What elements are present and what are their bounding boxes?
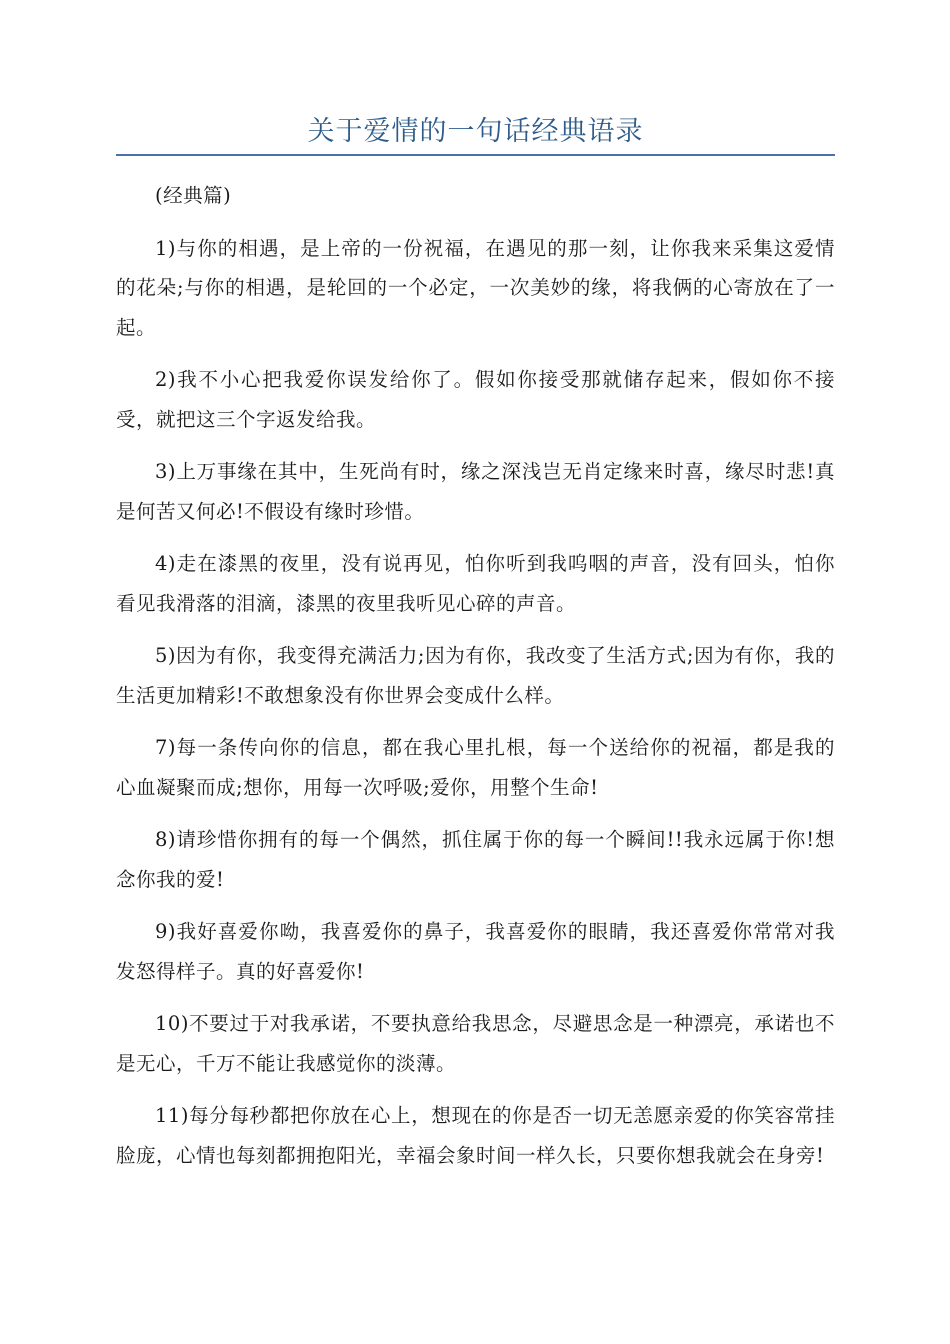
document-title: 关于爱情的一句话经典语录 — [307, 116, 644, 147]
section-subheading: (经典篇) — [155, 184, 232, 207]
paragraph: 2)我不小心把我爱你误发给你了。假如你接受那就储存起来，假如你不接受，就把这三个字返发给我。 — [116, 368, 835, 431]
paragraph: 1)与你的相遇，是上帝的一份祝福，在遇见的那一刻，让你我来采集这爱情的花朵;与你的相遇，是轮回的一个必定，一次美妙的缘，将我俩的心寄放在了一起。 — [116, 236, 835, 339]
paragraph: 5)因为有你，我变得充满活力;因为有你，我改变了生活方式;因为有你，我的生活更加精彩!不敢想象没有你世界会变成什么样。 — [116, 644, 835, 707]
paragraph: 11)每分每秒都把你放在心上，想现在的你是否一切无恙愿亲爱的你笑容常挂脸庞，心情也每刻都拥抱阳光，幸福会象时间一样久长，只要你想我就会在身旁! — [116, 1104, 835, 1167]
paragraph: 7)每一条传向你的信息，都在我心里扎根，每一个送给你的祝福，都是我的心血凝聚而成;想你，用每一次呼吸;爱你，用整个生命! — [116, 736, 835, 799]
paragraph: 3)上万事缘在其中，生死尚有时，缘之深浅岂无肖定缘来时喜，缘尽时悲!真是何苦又何必!不假设有缘时珍惜。 — [116, 460, 835, 523]
paragraph: 4)走在漆黑的夜里，没有说再见，怕你听到我呜咽的声音，没有回头，怕你看见我滑落的泪滴，漆黑的夜里我听见心碎的声音。 — [116, 552, 835, 615]
title-underline — [116, 154, 835, 156]
paragraph: 9)我好喜爱你呦，我喜爱你的鼻子，我喜爱你的眼睛，我还喜爱你常常对我发怒得样子。真的好喜爱你! — [116, 920, 835, 983]
document-body — [116, 176, 835, 1188]
paragraph: 8)请珍惜你拥有的每一个偶然，抓住属于你的每一个瞬间!!我永远属于你!想念你我的爱! — [116, 828, 835, 891]
paragraph: 10)不要过于对我承诺，不要执意给我思念，尽避思念是一种漂亮，承诺也不是无心，千万不能让我感觉你的淡薄。 — [116, 1012, 835, 1075]
